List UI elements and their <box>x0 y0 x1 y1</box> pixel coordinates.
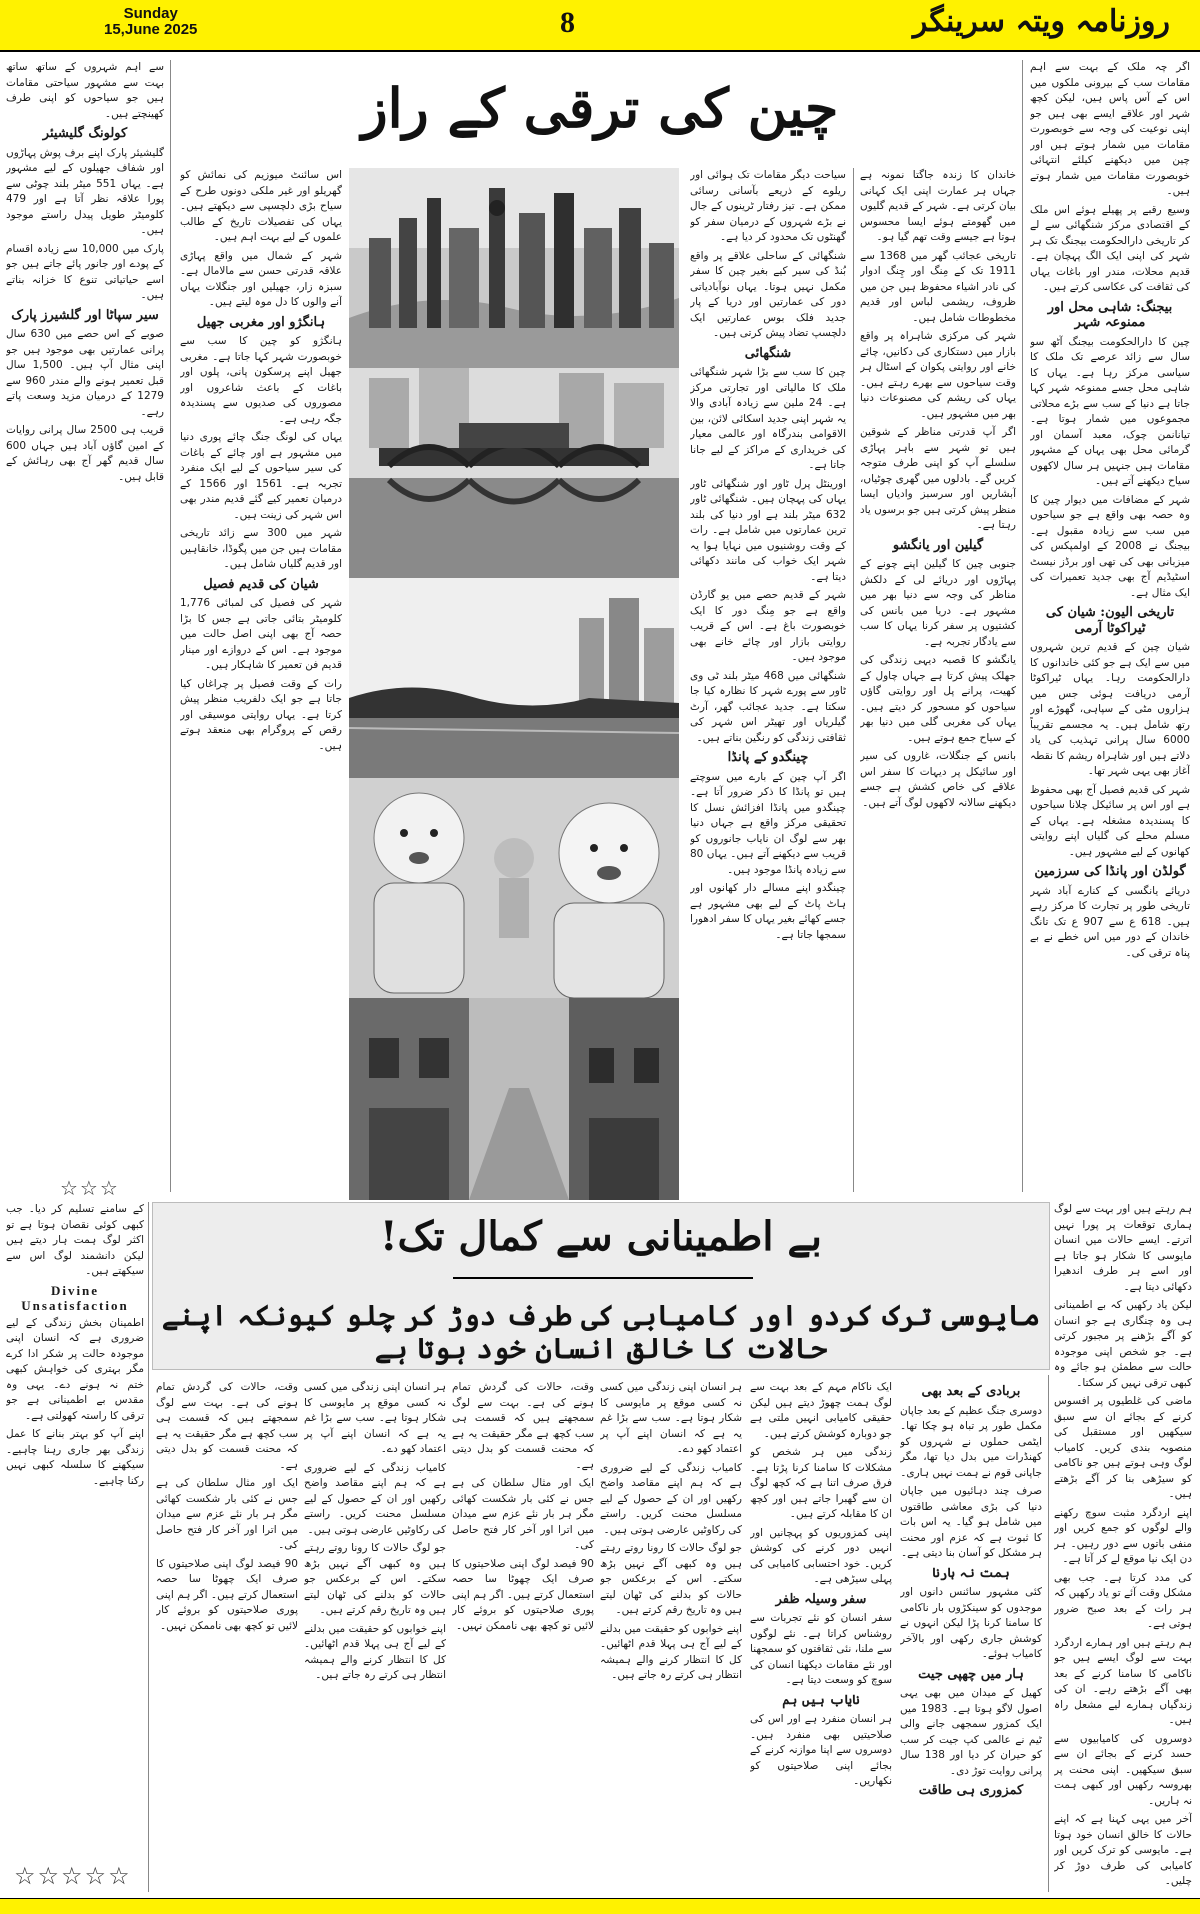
paragraph: جنوبی چین کا گیلین اپنے چونے کے پہاڑوں اور دریائے لی کے دلکش مناظر کی وجہ سے دنیا بھر میں مشہور ہے۔ دریا میں بانس کی کشتیوں پر سفر کرنا یہاں کا سب سے یادگار تجربہ ہے۔ <box>860 558 1016 648</box>
subheading: سفر وسیلہ ظفر <box>775 1591 867 1607</box>
column-rule <box>1048 1375 1049 1892</box>
paragraph: ماضی کی غلطیوں پر افسوس کرنے کے بجائے ان سے سبق سیکھیں اور مستقبل کی منصوبہ بندی کریں۔ کامیاب لوگ وہی ہوتے ہیں جو ناکامی کو سیڑھی بنا کر آگے بڑھتے ہیں۔ <box>1054 1395 1192 1500</box>
masthead <box>0 0 1200 52</box>
paragraph: شہر کے شمال میں واقع پہاڑی علاقہ قدرتی حسن سے مالامال ہے۔ سبزہ زار، جھیلیں اور جنگلات یہاں آنے والوں کا دل موہ لیتے ہیں۔ <box>180 249 342 308</box>
porcelain-dolls-photo <box>349 778 679 998</box>
paragraph: اس سائنٹ میوزیم کی نمائش کو گھریلو اور غیر ملکی دونوں طرح کے سیاح بڑی دلچسپی سے دیکھتے ہیں۔ یہاں کی تفصیلات تاریخ کے طالب علموں کے لیے بہت اہم ہیں۔ <box>180 169 342 243</box>
subheading: تاریخی الیون: شیان کی ٹیراکوٹا آرمی <box>1045 605 1175 636</box>
paragraph: کھیل کے میدان میں بھی یہی اصول لاگو ہوتا ہے۔ 1983 میں ایک کمزور سمجھی جانے والی ٹیم نے عالمی کپ جیت کر سب کو حیران کر دیا اور 138 سال پرانی روایت توڑ دی۔ <box>900 1687 1042 1777</box>
paragraph: صرف چند دہائیوں میں جاپان دنیا کی بڑی معاشی طاقتوں میں شامل ہو گیا۔ یہ اس بات کا ثبوت ہے کہ عزم اور محنت ہر مشکل کو آسان بنا دیتی ہے۔ <box>900 1485 1042 1559</box>
paragraph: اگر آپ قدرتی مناظر کے شوقین ہیں تو شہر سے باہر پہاڑی سلسلے آپ کو اپنی طرف متوجہ کریں گے۔ بادلوں میں گھری چوٹیاں، آبشاریں اور سرسبز وادیاں ایسا منظر پیش کرتی ہیں جو برسوں یاد رہتا ہے۔ <box>860 426 1016 531</box>
subheading: ہمت نہ ہارنا <box>932 1565 1010 1581</box>
paragraph: شنگھائی کے ساحلی علاقے پر واقع بُنڈ کی سیر کیے بغیر چین کا سفر مکمل نہیں ہوتا۔ یہاں نوآبادیاتی دور کی عمارتیں اور دریا کے پار جدید فلک بوس عمارتیں ایک دلچسپ تضاد پیش کرتی ہیں۔ <box>690 249 846 339</box>
paragraph: اطمینان بخش زندگی کے لیے ضروری ہے کہ انسان اپنی موجودہ حالت پر شکر ادا کرے مگر بہتری کی خواہش کبھی ختم نہ ہونے دے۔ یہی وہ مقدس بے اطمینانی ہے جو ترقی کا راستہ کھولتی ہے۔ <box>6 1316 144 1422</box>
newspaper-name: روزنامہ ویتہ سرینگر <box>912 4 1170 39</box>
shanghai-skyline-photo <box>349 168 679 368</box>
paragraph: وقت، حالات کی گردش تمام ہونے کی ہے۔ بہت سے لوگ سمجھتے ہیں کہ قسمت ہی سب کچھ ہے مگر حقیقت یہ ہے کہ محنت قسمت کو بدل دیتی ہے۔ <box>452 1381 594 1471</box>
bridge-reflection-photo <box>349 368 679 578</box>
paragraph: اپنے اردگرد مثبت سوچ رکھنے والے لوگوں کو جمع کریں اور منفی باتوں سے دور رہیں۔ ہر دن ایک نیا موقع لے کر آتا ہے۔ <box>1054 1506 1192 1565</box>
paragraph: یانگشو کا قصبہ دیہی زندگی کی جھلک پیش کرتا ہے جہاں چاول کے کھیت، پرانے پل اور روایتی گاؤں سیاحوں کو مسحور کر دیتے ہیں۔ یہاں کی مغربی گلی میں دنیا بھر کے سیاح جمع ہوتے ہیں۔ <box>860 654 1016 744</box>
subheading: کمزوری ہی طاقت <box>918 1783 1024 1798</box>
issue-day: Sunday <box>123 5 178 22</box>
column-rule <box>170 60 171 1192</box>
essay-banner <box>152 1202 1050 1370</box>
paragraph: ہر انسان اپنی زندگی میں کسی نہ کسی موقع پر مایوسی کا شکار ہوتا ہے۔ سب سے بڑا غم یہ ہے کہ انسان اپنے آپ پر اعتماد کھو دے۔ <box>304 1381 446 1455</box>
paragraph: آخر میں یہی کہنا ہے کہ اپنے حالات کا خالق انسان خود ہوتا ہے۔ مایوسی کو ترک کریں اور کامیابی کی طرف دوڑ کر چلیں۔ <box>1054 1813 1192 1887</box>
paragraph: خاندان کا زندہ جاگتا نمونہ ہے جہاں ہر عمارت اپنی ایک کہانی بیان کرتی ہے۔ شہر کے قدیم گلیوں میں گھومتے ہوئے ایسا محسوس ہوتا ہے جیسے وقت تھم گیا ہو۔ <box>860 169 1016 243</box>
paragraph: گلیشیئر پارک اپنے برف پوش پہاڑوں اور شفاف جھیلوں کے لیے مشہور ہے۔ یہاں 551 میٹر بلند چوٹی سے پورا علاقہ نظر آتا ہے اور 479 کلومیٹر طویل پیدل راستے موجود ہیں۔ <box>6 146 164 236</box>
article-column-4 <box>180 168 342 1192</box>
subheading: ہانگژو اور مغربی جھیل <box>196 314 326 330</box>
paragraph: شہر کی مرکزی شاہراہ پر واقع بازار میں دستکاری کی دکانیں، چائے خانے اور روایتی پکوان کے اسٹال ہر وقت سیاحوں سے بھرے رہتے ہیں۔ یہاں کی ریشم کی مصنوعات دنیا بھر میں مشہور ہیں۔ <box>860 330 1016 420</box>
subheading: سیر سپاٹا اور گلشیرز پارک <box>11 307 159 323</box>
paragraph: شہر کی قدیم فصیل آج بھی محفوظ ہے اور اس پر سائیکل چلانا سیاحوں کا پسندیدہ مشغلہ ہے۔ یہاں کے مسلم محلے کی گلیاں اپنے روایتی کھانوں کے لیے مشہور ہیں۔ <box>1030 783 1190 858</box>
paragraph: سے اہم شہروں کے ساتھ ساتھ بہت سے مشہور سیاحتی مقامات ہیں جو سیاحوں کو اپنی طرف کھینچتے ہیں۔ <box>6 61 164 120</box>
paragraph: کئی مشہور سائنس دانوں اور موجدوں کو سینکڑوں بار ناکامی کا سامنا کرنا پڑا لیکن انہوں نے کوشش جاری رکھی اور بالآخر کامیاب ہوئے۔ <box>900 1586 1042 1660</box>
page-number: 8 <box>560 6 575 39</box>
paragraph: ایک اور مثال سلطان کی ہے جس نے کئی بار شکست کھائی مگر ہر بار نئے عزم سے میدان میں اترا اور آخر کار فتح حاصل کی۔ <box>156 1477 298 1551</box>
subheading: شنگھائی <box>744 345 792 361</box>
paragraph: چین کا سب سے بڑا شہر شنگھائی ملک کا مالیاتی اور تجارتی مرکز ہے۔ 24 ملین سے زیادہ آبادی والا یہ شہر اپنی جدید اسکائی لائن، بین الاقوامی بندرگاہ اور عالمی معیار کی خریداری کے مراکز کے لیے جانا جاتا ہے۔ <box>690 366 846 471</box>
paragraph: تاریخی عجائب گھر میں 1368 سے 1911 تک کے مِنگ اور چِنگ ادوار کی نادر اشیاء محفوظ ہیں جن میں ظروف، ریشمی لباس اور قدیم مخطوطات شامل ہیں۔ <box>860 249 1016 324</box>
essay-column-3 <box>750 1380 892 1892</box>
paragraph: چینگدو اپنے مسالے دار کھانوں اور ہاٹ پاٹ کے لیے بھی مشہور ہے جسے کھائے بغیر یہاں کا سفر ادھورا سمجھا جاتا ہے۔ <box>690 882 846 941</box>
paragraph: صوبے کے اس حصے میں 630 سال پرانی عمارتیں بھی موجود ہیں جو اپنی مثال آپ ہیں۔ 1,500 سال قبل تعمیر ہونے والے مندر 960 سے 1279 کے درمیان مزید وسعت پاتے رہے۔ <box>6 328 164 418</box>
paragraph: ہم رہتے ہیں اور بہت سے لوگ ہماری توقعات پر پورا نہیں اترتے۔ ایسے حالات میں انسان مایوسی کا شکار ہو جاتا ہے اور اسے ہر طرف اندھیرا دکھائی دیتا ہے۔ <box>1054 1203 1192 1293</box>
paragraph: اپنے خوابوں کو حقیقت میں بدلنے کے لیے آج ہی پہلا قدم اٹھائیں۔ کل کا انتظار کرنے والے ہمیشہ انتظار ہی کرتے رہ جاتے ہیں۔ <box>304 1622 446 1681</box>
essay-column-2 <box>900 1380 1042 1892</box>
river-cityscape-photo <box>349 578 679 778</box>
paragraph: 90 فیصد لوگ اپنی صلاحیتوں کا صرف ایک چھوٹا سا حصہ استعمال کرتے ہیں۔ اگر ہم اپنی پوری صلاحیتوں کو بروئے کار لائیں تو کچھ بھی ناممکن نہیں۔ <box>156 1557 298 1632</box>
essay-column-4 <box>600 1380 742 1892</box>
subheading: ہار میں چھپی جیت <box>918 1666 1024 1682</box>
paragraph: قریب ہی 2500 سال پرانی روایات کے امین گاؤں آباد ہیں جہاں 600 سال قدیم گھر آج بھی رہائش کے قابل ہیں۔ <box>6 424 164 483</box>
paragraph: اگر آپ چین کے بارے میں سوچتے ہیں تو پانڈا کا ذکر ضرور آتا ہے۔ چینگدو میں پانڈا افزائش نسل کا تحقیقی مرکز واقع ہے جہاں دنیا بھر سے لوگ ان نایاب جانوروں کو قریب سے دیکھنے آتے ہیں۔ یہاں 80 سے زیادہ پانڈا موجود ہیں۔ <box>690 770 846 876</box>
article-title: چین کی ترقی کے راز <box>361 76 839 140</box>
paragraph: پارک میں 10,000 سے زیادہ اقسام کے پودے اور جانور پائے جاتے ہیں جو اسے حیاتیاتی تنوع کا خزانہ بناتے ہیں۔ <box>6 242 164 301</box>
subheading: شیان کی قدیم فصیل <box>203 576 319 592</box>
column-rule <box>1022 60 1023 1192</box>
paragraph: ہر انسان منفرد ہے اور اس کی صلاحیتیں بھی منفرد ہیں۔ دوسروں سے اپنا موازنہ کرنے کے بجائے اپنی صلاحیتوں کو نکھاریں۔ <box>750 1713 892 1787</box>
paragraph: کی مدد کرتا ہے۔ جب بھی مشکل وقت آئے تو یاد رکھیں کہ ہر رات کے بعد صبح ضرور ہوتی ہے۔ <box>1054 1571 1192 1630</box>
paragraph: ہر انسان اپنی زندگی میں کسی نہ کسی موقع پر مایوسی کا شکار ہوتا ہے۔ سب سے بڑا غم یہ ہے کہ انسان اپنے آپ پر اعتماد کھو دے۔ <box>600 1381 742 1455</box>
paragraph: کامیاب زندگی کے لیے ضروری ہے کہ ہم اپنے مقاصد واضح رکھیں اور ان کے حصول کے لیے مسلسل محنت کریں۔ راستے کی رکاوٹیں عارضی ہوتی ہیں۔ <box>304 1461 446 1536</box>
paragraph: کامیاب زندگی کے لیے ضروری ہے کہ ہم اپنے مقاصد واضح رکھیں اور ان کے حصول کے لیے مسلسل محنت کریں۔ راستے کی رکاوٹیں عارضی ہوتی ہیں۔ <box>600 1461 742 1536</box>
paragraph: اپنے خوابوں کو حقیقت میں بدلنے کے لیے آج ہی پہلا قدم اٹھائیں۔ کل کا انتظار کرنے والے ہمیشہ انتظار ہی کرتے رہ جاتے ہیں۔ <box>600 1622 742 1681</box>
paragraph: شیان چین کے قدیم ترین شہروں میں سے ایک ہے جو کئی خاندانوں کا دارالحکومت رہا۔ یہاں ٹیراکوٹا آرمی دریافت ہوئی جس میں ہزاروں مٹی کے سپاہی، گھوڑے اور رتھ شامل ہیں۔ یہ مجسمے تقریباً 6000 سال پرانی تہذیب کی یاد دلاتے ہیں اور شاہراہ ریشم کا نقطہ آغاز بھی یہی شہر تھا۔ <box>1030 641 1190 777</box>
subheading: نایاب ہیں ہم <box>782 1692 860 1708</box>
banner-underline <box>453 1277 753 1279</box>
paragraph: بانس کے جنگلات، غاروں کی سیر اور سائیکل پر دیہات کا سفر اس علاقے کی خاص کشش ہے جسے دیکھنے سالانہ لاکھوں لوگ آتے ہیں۔ <box>860 750 1016 809</box>
essay-side-column <box>6 1202 144 1858</box>
paragraph: شنگھائی میں 468 میٹر بلند ٹی وی ٹاور سے پورے شہر کا نظارہ کیا جا سکتا ہے۔ جدید عجائب گھر، آرٹ گیلریاں اور تھیٹر اس شہر کی ثقافتی زندگی کو رنگین بناتے ہیں۔ <box>690 669 846 744</box>
essay-column-1 <box>1054 1202 1192 1892</box>
issue-date <box>104 6 197 38</box>
paragraph: زندگی میں ہر شخص کو مشکلات کا سامنا کرنا پڑتا ہے۔ فرق صرف اتنا ہے کہ کچھ لوگ ان سے گھبرا جاتے ہیں اور کچھ ان کا مقابلہ کرتے ہیں۔ <box>750 1446 892 1520</box>
paragraph: 90 فیصد لوگ اپنی صلاحیتوں کا صرف ایک چھوٹا سا حصہ استعمال کرتے ہیں۔ اگر ہم اپنی پوری صلاحیتوں کو بروئے کار لائیں تو کچھ بھی ناممکن نہیں۔ <box>452 1557 594 1632</box>
paragraph: جو لوگ حالات کا رونا روتے رہتے ہیں وہ کبھی آگے نہیں بڑھ سکتے۔ اس کے برعکس جو حالات کو بدلنے کی ٹھان لیتے ہیں وہ تاریخ رقم کرتے ہیں۔ <box>600 1542 742 1616</box>
paragraph: دوسروں کی کامیابیوں سے حسد کرنے کے بجائے ان سے سبق سیکھیں۔ اپنی محنت پر بھروسہ رکھیں اور کبھی ہمت نہ ہاریں۔ <box>1054 1732 1192 1807</box>
photo-strip <box>349 168 679 1200</box>
paragraph: ایک ناکام مہم کے بعد بہت سے لوگ ہمت چھوڑ دیتے ہیں لیکن حقیقی کامیابی انہیں ملتی ہے جو دوبارہ کوشش کرتے ہیں۔ <box>750 1381 892 1440</box>
column-rule <box>853 168 854 1192</box>
essay-column-7 <box>156 1380 298 1892</box>
paragraph: کے سامنے تسلیم کر دیا۔ جب کبھی کوئی نقصان ہوتا ہے تو اکثر لوگ ہمت ہار دیتے ہیں لیکن دانشمند لوگ اس سے سیکھتے ہیں۔ <box>6 1203 144 1277</box>
paragraph: اپنے آپ کو بہتر بنانے کا عمل زندگی بھر جاری رہنا چاہیے۔ سیکھنے کا سلسلہ کبھی نہیں رکنا چاہیے۔ <box>6 1428 144 1487</box>
column-rule <box>148 1202 149 1892</box>
paragraph: لیکن یاد رکھیں کہ بے اطمینانی ہی وہ چنگاری ہے جو انسان کو آگے بڑھنے پر مجبور کرتی ہے۔ جو شخص اپنی موجودہ حالت سے مطمئن ہو جائے وہ کبھی ترقی نہیں کر سکتا۔ <box>1054 1299 1192 1389</box>
subheading: کولونگ گلیشیئر <box>42 126 128 141</box>
footer-bar <box>0 1898 1200 1914</box>
paragraph: اورینٹل پرل ٹاور اور شنگھائی ٹاور یہاں کی پہچان ہیں۔ شنگھائی ٹاور 632 میٹر بلند ہے اور دنیا کی بلند ترین عمارتوں میں شامل ہے۔ رات کے وقت روشنیوں میں نہایا ہوا یہ شہر ایک خواب کی مانند دکھائی دیتا ہے۔ <box>690 477 846 583</box>
paragraph: ہانگژو کو چین کا سب سے خوبصورت شہر کہا جاتا ہے۔ مغربی جھیل اپنے پرسکون پانی، پلوں اور باغات کے باعث شاعروں اور مصوروں کی صدیوں سے پسندیدہ جگہ رہی ہے۔ <box>180 335 342 425</box>
article-column-2 <box>860 168 1016 1192</box>
paragraph: شہر کے قدیم حصے میں یو گارڈن واقع ہے جو مِنگ دور کا ایک خوبصورت باغ ہے۔ اس کے قریب روایتی بازار اور چائے خانے بھی موجود ہیں۔ <box>690 589 846 663</box>
paragraph: جو لوگ حالات کا رونا روتے رہتے ہیں وہ کبھی آگے نہیں بڑھ سکتے۔ اس کے برعکس جو حالات کو بدلنے کی ٹھان لیتے ہیں وہ تاریخ رقم کرتے ہیں۔ <box>304 1542 446 1616</box>
paragraph: شہر میں 300 سے زائد تاریخی مقامات ہیں جن میں پگوڈا، خانقاہیں اور قدیم گلیاں شامل ہیں۔ <box>180 527 342 570</box>
banner-title: بے اطمینانی سے کمال تک! <box>379 1213 822 1260</box>
subheading: گیلین اور یانگشو <box>892 537 984 553</box>
subheading: بیجنگ: شاہی محل اور ممنوعہ شہر <box>1047 299 1173 330</box>
issue-full-date: 15,June 2025 <box>104 21 198 38</box>
paragraph: ہم رہتے ہیں اور ہمارے اردگرد بہت سے لوگ ایسے ہیں جو ناکامی کا سامنا کرنے کے بعد بھی آگے بڑھتے رہے۔ ان کی زندگیاں ہمارے لیے مشعل راہ ہیں۔ <box>1054 1636 1192 1726</box>
subheading: بربادی کے بعد بھی <box>921 1384 1021 1399</box>
banner-subtitle: مایوسی ترک کردو اور کامیابی کی طرف دوڑ کر چلو کیونکہ اپنے حالات کا خالق انسان خود ہوتا ہے <box>161 1299 1041 1365</box>
old-street-photo <box>349 998 679 1200</box>
paragraph: چین کا دارالحکومت بیجنگ آٹھ سو سال سے زائد عرصے تک ملک کا سیاسی مرکز رہا ہے۔ یہاں کا شاہی محل جسے ممنوعہ شہر کہا جاتا ہے دنیا کے سب سے بڑے محلاتی مجموعوں میں شمار ہوتا ہے۔ تیانانمن چوک، معبد آسمان اور گرمائی محل بھی یہاں کے مشہور مقامات ہیں جنہیں ہر سال لاکھوں سیاح دیکھنے آتے ہیں۔ <box>1030 335 1190 487</box>
paragraph: ایک اور مثال سلطان کی ہے جس نے کئی بار شکست کھائی مگر ہر بار نئے عزم سے میدان میں اترا اور آخر کار فتح حاصل کی۔ <box>452 1477 594 1551</box>
paragraph: سفر انسان کو نئے تجربات سے روشناس کراتا ہے۔ نئے لوگوں سے ملنا، نئی ثقافتوں کو سمجھنا اور نئے مقامات دیکھنا انسان کی سوچ کو وسعت دیتا ہے۔ <box>750 1612 892 1686</box>
subheading: Divine Unsatisfaction <box>21 1282 129 1313</box>
paragraph: اگر چہ ملک کے بہت سے اہم مقامات سب کے بیرونی ملکوں میں اس کے آس پاس ہیں، لیکن کچھ شہر اور علاقے ایسے بھی ہیں جو اپنی نوعیت کی وجہ سے خوبصورت مقامات میں شمار ہوتے ہیں اور چین میں دیکھنے کیلئے انتہائی خوبصورت مقامات میں شمار ہوتے ہیں۔ <box>1030 61 1190 197</box>
essay-column-6 <box>304 1380 446 1892</box>
paragraph: شہر کے مضافات میں دیوار چین کا وہ حصہ بھی واقع ہے جو سیاحوں میں سب سے زیادہ مقبول ہے۔ بیجنگ نے 2008 کے اولمپکس کی میزبانی بھی کی تھی اور برڈز نیسٹ اسٹیڈیم آج بھی جدید تعمیرات کی ایک مثال ہے۔ <box>1030 493 1190 599</box>
paragraph: شہر کی فصیل کی لمبائی 1,776 کلومیٹر بتائی جاتی ہے جس کا بڑا حصہ آج بھی اپنی اصل حالت میں موجود ہے۔ اس کے دروازے اور مینار قدیم فن تعمیر کا شاہکار ہیں۔ <box>180 597 342 671</box>
paragraph: سیاحت دیگر مقامات تک ہوائی اور ریلوے کے ذریعے بآسانی رسائی ممکن ہے۔ تیز رفتار ٹرینوں کے جال نے بڑے شہروں کے درمیان سفر کو گھنٹوں تک محدود کر دیا ہے۔ <box>690 169 846 243</box>
footer-stars: ☆☆☆☆☆ <box>14 1862 132 1890</box>
paragraph: اپنی کمزوریوں کو پہچانیں اور انہیں دور کرنے کی کوشش کریں۔ خود احتسابی کامیابی کی پہلی سیڑھی ہے۔ <box>750 1526 892 1585</box>
subheading: چینگدو کے پانڈا <box>727 750 809 765</box>
paragraph: یہاں کی لونگ جنگ چائے پوری دنیا میں مشہور ہے اور چائے کے باغات کی سیر سیاحوں کے لیے ایک منفرد تجربہ ہے۔ 1561 اور 1566 کے درمیان تعمیر کیے گئے قدیم مندر بھی اس شہر کی زینت ہیں۔ <box>180 431 342 521</box>
article-column-1 <box>1030 60 1190 1192</box>
section-stars: ☆☆☆ <box>60 1176 120 1200</box>
paragraph: وقت، حالات کی گردش تمام ہونے کی ہے۔ بہت سے لوگ سمجھتے ہیں کہ قسمت ہی سب کچھ ہے مگر حقیقت یہ ہے کہ محنت قسمت کو بدل دیتی ہے۔ <box>156 1381 298 1471</box>
article-column-3 <box>690 168 846 1192</box>
subheading: گولڈن اور پانڈا کی سرزمین <box>1034 864 1186 879</box>
paragraph: دریائے یانگسی کے کنارے آباد شہر تاریخی طور پر تجارت کا مرکز رہے ہیں۔ 618 ع سے 907 ع تک تانگ خاندان کے دور میں اس خطے نے بے پناہ ترقی کی۔ <box>1030 884 1190 959</box>
paragraph: دوسری جنگ عظیم کے بعد جاپان مکمل طور پر تباہ ہو چکا تھا۔ ایٹمی حملوں نے شہروں کو کھنڈرات میں بدل دیا تھا، مگر جاپانی قوم نے ہمت نہیں ہاری۔ <box>900 1404 1042 1479</box>
paragraph: وسیع رقبے پر پھیلے ہوئے اس ملک کے اقتصادی مرکز شنگھائی سے لے کر تاریخی دارالحکومت بیجنگ تک ہر شہر کی اپنی ایک الگ پہچان ہے۔ قدیم محلات، مندر اور باغات یہاں کی ثقافت کی عکاسی کرتے ہیں۔ <box>1030 203 1190 293</box>
article-column-5 <box>6 60 164 1172</box>
essay-column-5 <box>452 1380 594 1892</box>
paragraph: رات کے وقت فصیل پر چراغاں کیا جاتا ہے جو ایک دلفریب منظر پیش کرتا ہے۔ یہاں روایتی موسیقی اور رقص کے پروگرام بھی منعقد ہوتے ہیں۔ <box>180 677 342 752</box>
